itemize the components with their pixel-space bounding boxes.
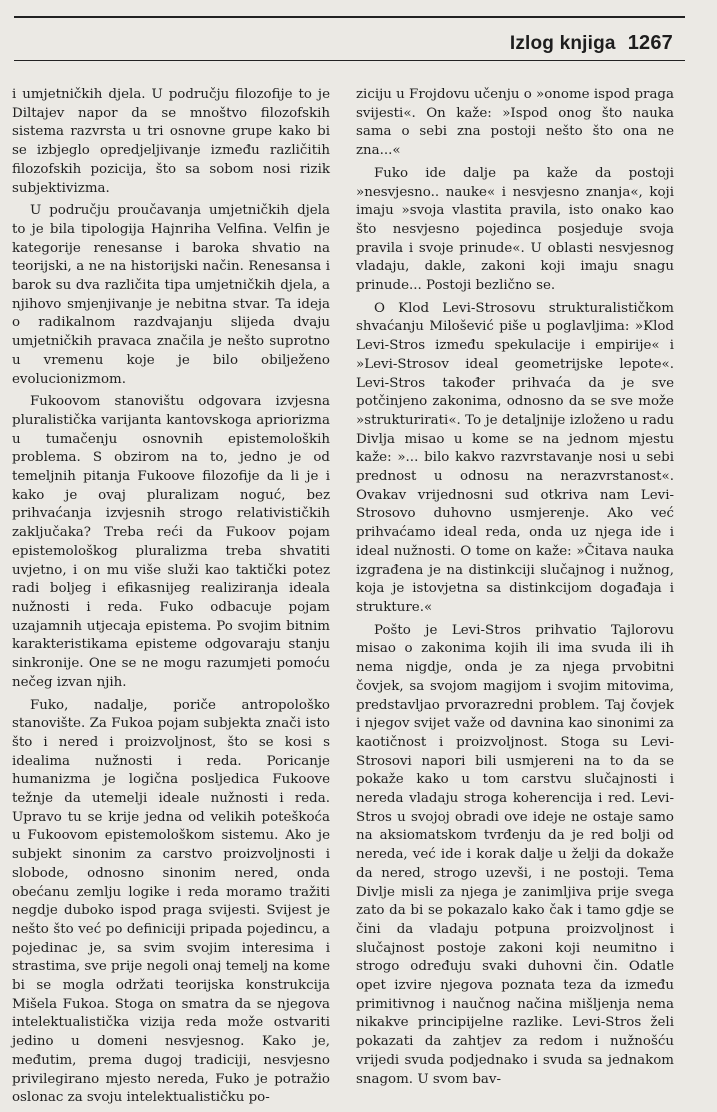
paragraph: U području proučavanja umjetničkih djela to je bila tipologija Hajnriha Velfina. Velfin je kategorije renesanse i baroka shvatio na teorijski, a ne na historijski način. Renesansa i barok su dva različita tipa umjetničkih djela, a njihovo smjenjivanje je nebitna stvar. Ta ideja o radikalnom razdvajanju slijeda dvaju umjetničkih pravaca značila je nešto suprotno u vremenu koje je bilo obilježeno evolucionizmom. (12, 203, 330, 387)
section-title: Izlog knjiga (509, 33, 616, 54)
left-column (12, 86, 330, 1112)
paragraph: i umjetničkih djela. U području filozofije to je Diltajev napor da se mnoštvo filozofskih sistema razvrsta u tri osnovne grupe kako bi se izbjeglo opredjeljivanje između različitih filozofskih pozicija, što sa sobom nosi rizik subjektivizma. (12, 87, 330, 196)
paragraph: Fuko, nadalje, poriče antropološko stanovište. Za Fukoa pojam subjekta znači isto što i nered i proizvoljnost, što se kosi s idealima nužnosti i reda. Poricanje humanizma je logična posljedica Fukoove težnje da utemelji ideale nužnosti i reda. Upravo tu se krije jedna od velikih poteškoća u Fukoovom epistemološkom sistemu. Ako je subjekt sinonim za carstvo proizvoljnosti i slobode, odnosno sinonim nered, onda obećanu zemlju logike i reda moramo tražiti negdje duboko ispod praga svijesti. Svijest je nešto što već po definiciji pripada pojedincu, a pojedinac je, sa svim svojim interesima i strastima, sve prije negoli onaj temelj na kome bi se mogla održati teorijska konstrukcija Mišela Fukoa. Stoga on smatra da se njegova intelektualistička vizija reda može ostvariti jedino u domeni nesvjesnog. Kako je, međutim, prema dugoj tradiciji, nesvjesno privilegirano mjesto nereda, Fuko je potražio oslonac za svoju intelektualističku po- (12, 697, 330, 1106)
paragraph: ziciju u Frojdovu učenju o »onome ispod praga svijesti«. On kaže: »Ispod onog što nauka sama o sebi zna postoji nešto što ona ne zna...« (356, 87, 674, 159)
paragraph: O Klod Levi-Strosovu strukturalističkom shvaćanju Milošević piše u poglavljima: »Klod Levi-Stros između spekulacije i empirije« i »Levi-Strosov ideal geometrijske lepote«. Levi-Stros također prihvaća da je sve potčinjeno zakonima, odnosno da se sve može »strukturirati«. To je detaljnije izloženo u radu Divlja misao u kome se na jednom mjestu kaže: »... bilo kakvo razvrstavanje nosi u sebi prednost u odnosu na nerazvrstanost«. Ovakav vrijednosni sud otkriva nam Levi-Strosovo duhovno usmjerenje. Ako već prihvaćamo ideal reda, onda uz njega ide i ideal nužnosti. O tome on kaže: »Čitava nauka izgrađena je na distinkciji slučajnog i nužnog, koja je istovjetna sa distinkcijom događaja i strukture.« (356, 300, 674, 615)
header-bottom-rule (14, 60, 685, 61)
right-column (356, 86, 674, 1093)
page-number: 1267 (627, 32, 673, 54)
running-header (510, 32, 673, 55)
paragraph: Fukoovom stanovištu odgovara izvjesna pluralistička varijanta kantovskoga apriorizma u tumačenju osnovnih epistemoloških problema. S obzirom na to, jedno je od temeljnih pitanja Fukoove filozofije da li je i kako je ovaj pluralizam noguć, bez prihvaćanja izvjesnih strogo relativističkih zaključaka? Treba reći da Fukoov pojam epistemološkog pluralizma treba shvatiti uvjetno, i on mu više služi kao taktički potez radi boljeg i efikasnijeg realiziranja ideala nužnosti i reda. Fuko odbacuje pojam uzajamnih utjecaja epistema. Po svojim bitnim karakteristikama episteme odgovaraju stanju sinkronije. One se ne mogu razumjeti pomoću nečeg izvan njih. (12, 394, 330, 690)
paragraph: Pošto je Levi-Stros prihvatio Tajlorovu misao o zakonima kojih ili ima svuda ili ih nema nigdje, onda je za njega prvobitni čovjek, sa svojom magijom i svojim mitovima, predstavljao prvorazredni problem. Taj čovjek i njegov svijet važe od davnina kao sinonimi za kaotičnost i proizvoljnost. Stoga su Levi-Strosovi napori bili usmjereni na to da se pokaže kako u tom carstvu slučajnosti i nereda vladaju stroga koherencija i red. Levi-Stros u svojoj obradi ove ideje ne ostaje samo na aksiomatskom tvrđenju da je red bolji od nereda, već ide i korak dalje u želji da dokaže da nered, strogo uzevši, i ne postoji. Tema Divlje misli za njega je zanimljiva prije svega zato da bi se pokazalo kako čak i tamo gdje se čini da vladaju potpuna proizvoljnost i slučajnost postoje zakoni koji neumitno i strogo određuju svaki duhovni čin. Odatle opet izvire njegova poznata teza da između primitivnog i naučnog načina mišljenja nema nikakve principijelne razlike. Levi-Stros želi pokazati da zahtjev za redom i nužnošću vrijedi svuda podjednako i svuda sa jednakom snagom. U svom bav- (356, 622, 674, 1087)
paragraph: Fuko ide dalje pa kaže da postoji »nesvjesno.. nauke« i nesvjesno znanja«, koji imaju »svoja vlastita pravila, isto onako kao što nesvjesno pojedinca posjeduje svoja pravila i svoje prinude«. U oblasti nesvjesnog vladaju, dakle, zakoni koji imaju snagu prinude... Postoji bezlično se. (356, 165, 674, 294)
header-top-rule (14, 16, 685, 18)
